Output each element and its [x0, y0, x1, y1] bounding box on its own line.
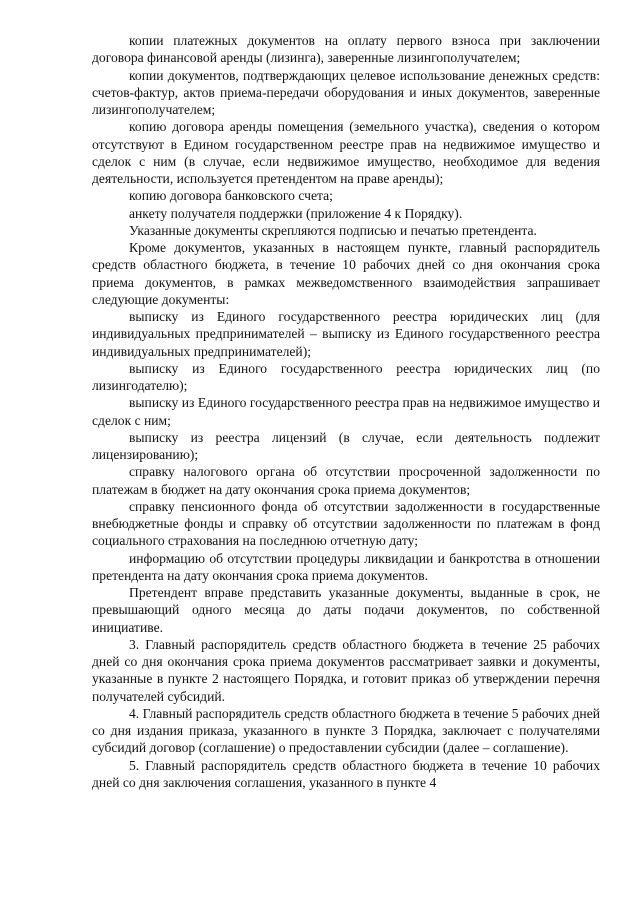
paragraph-lease-agreement: копию договора аренды помещения (земельного участка), сведения о котором отсутствуют в Едином государственном реестре прав на недвижимое имущество и сделок с ним (в случае, если недвижимое имущество, необходимое для ведения деятельности, используется претендентом на праве аренды); [92, 119, 600, 186]
paragraph-egrp-extract: выписку из Единого государственного реестра прав на недвижимое имущество и сделок с ним; [92, 395, 600, 428]
paragraph-item-4: 4. Главный распорядитель средств областного бюджета в течение 5 рабочих дней со дня издания приказа, указанного в пункте 3 Порядка, заключает с получателями субсидий договор (соглашение) о предоставлении субсидии (далее – соглашение). [92, 705, 600, 756]
paragraph-pension-certificate: справку пенсионного фонда об отсутствии задолженности в государственные внебюджетные фонды и справку об отсутствии задолженности по платежам в фонд социального страхования на последнюю отчетную дату; [92, 498, 600, 549]
paragraph-liquidation-info: информацию об отсутствии процедуры ликвидации и банкротства в отношении претендента на дату окончания срока приема документов. [92, 550, 600, 583]
paragraph-egrul-extract: выписку из Единого государственного реестра юридических лиц (для индивидуальных предпринимателей – выписку из Единого государственного реестра индивидуальных предпринимателей); [92, 309, 600, 359]
paragraph-egrul-lessor: выписку из Единого государственного реестра юридических лиц (по лизингодателю); [92, 360, 600, 393]
paragraph-tax-certificate: справку налогового органа об отсутствии просроченной задолженности по платежам в бюджет на дату окончания срока приема документов; [92, 464, 600, 497]
paragraph-item-3: 3. Главный распорядитель средств областного бюджета в течение 25 рабочих дней со дня окончания срока приема документов рассматривает заявки и документы, указанные в пункте 2 настоящего Порядка, и готовит приказ об утверждении перечня получателей субсидий. [92, 636, 600, 704]
paragraph-item-5: 5. Главный распорядитель средств областного бюджета в течение 10 рабочих дней со дня заключения соглашения, указанного в пункте 4 [92, 757, 600, 790]
paragraph-signature-seal: Указанные документы скрепляются подписью и печатью претендента. [129, 222, 537, 238]
document-page [92, 32, 600, 791]
paragraph-applicant-right: Претендент вправе представить указанные документы, выданные в срок, не превышающий одного месяца до даты подачи документов, по собственной инициативе. [92, 585, 600, 635]
paragraph-license-registry: выписку из реестра лицензий (в случае, если деятельность подлежит лицензированию); [92, 429, 600, 462]
paragraph-bank-account: копию договора банковского счета; [129, 188, 333, 204]
paragraph-questionnaire: анкету получателя поддержки (приложение 4 к Порядку). [129, 205, 463, 221]
paragraph-payment-copies: копии платежных документов на оплату первого взноса при заключении договора финансовой аренды (лизинга), заверенные лизингополучателем; [92, 33, 600, 66]
paragraph-target-use-copies: копии документов, подтверждающих целевое использование денежных средств: счетов-фактур, актов приема-передачи оборудования и иных документов, заверенные лизингополучателем; [92, 67, 600, 117]
paragraph-interagency-request: Кроме документов, указанных в настоящем пункте, главный распорядитель средств областного бюджета, в течение 10 рабочих дней со дня окончания срока приема документов, в рамках межведомственного взаимодействия запрашивает следующие документы: [92, 240, 600, 307]
